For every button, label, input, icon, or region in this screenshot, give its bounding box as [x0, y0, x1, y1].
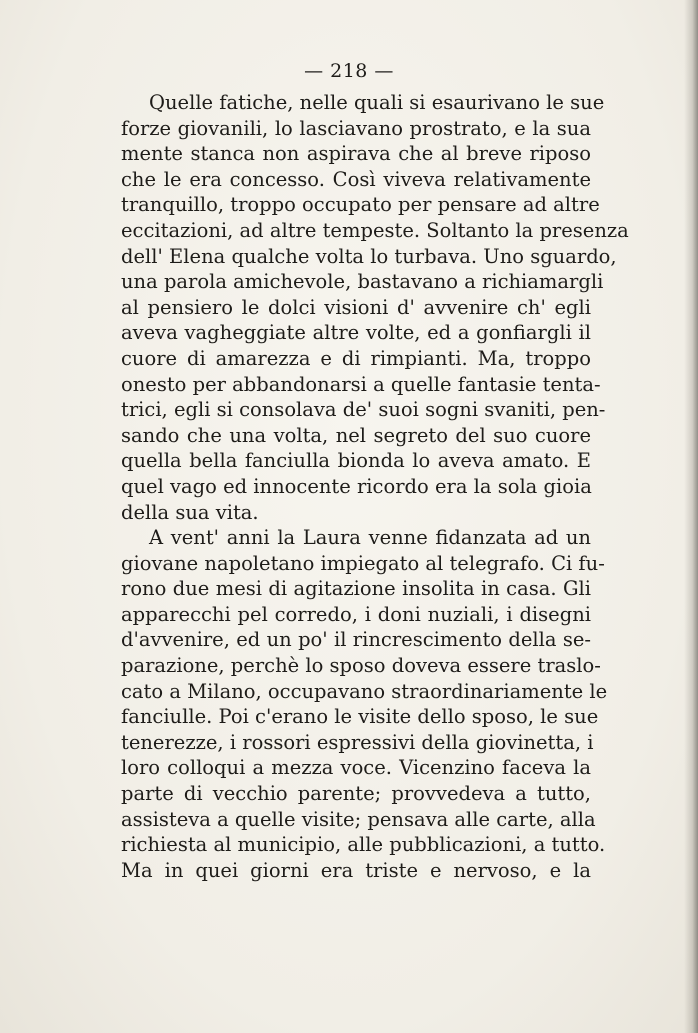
text-line: A vent' anni la Laura venne fidanzata ad un	[149, 526, 591, 550]
text-line: aveva vagheggiate altre volte, ed a gonfiargli il	[121, 321, 591, 345]
text-line: fanciulle. Poi c'erano le visite dello sposo, le sue	[121, 705, 599, 729]
text-line: parte di vecchio parente; provvedeva a tutto,	[121, 782, 591, 806]
text-line: mente stanca non aspirava che al breve riposo	[121, 142, 591, 166]
text-line: trici, egli si consolava de' suoi sogni svaniti, pen-	[121, 398, 606, 422]
text-body	[121, 90, 629, 883]
text-line: sando che una volta, nel segreto del suo cuore	[121, 423, 591, 447]
text-line: assisteva a quelle visite; pensava alle carte, alla	[121, 807, 596, 831]
text-line: quella bella fanciulla bionda lo aveva amato. E	[121, 449, 591, 473]
text-line: tenerezze, i rossori espressivi della giovinetta, i	[121, 730, 594, 754]
text-line: tranquillo, troppo occupato per pensare ad altre	[121, 193, 600, 217]
page-number: — 218 —	[304, 60, 394, 82]
text-line: parazione, perchè lo sposo doveva essere traslo-	[121, 654, 601, 678]
paragraph	[121, 525, 608, 883]
text-line: rono due mesi di agitazione insolita in casa. Gli	[121, 577, 591, 601]
text-line: Quelle fatiche, nelle quali si esaurivano le sue	[149, 91, 605, 114]
text-line: d'avvenire, ed un po' il rincrescimento della se-	[121, 628, 591, 652]
text-line: una parola amichevole, bastavano a richiamargli	[121, 270, 604, 294]
text-line: apparecchi pel corredo, i doni nuziali, i disegni	[121, 602, 591, 626]
page-edge-shadow	[684, 0, 698, 1033]
text-line: loro colloqui a mezza voce. Vicenzino faceva la	[121, 756, 591, 780]
text-line: al pensiero le dolci visioni d' avvenire ch' egli	[121, 295, 591, 319]
text-line: cato a Milano, occupavano straordinariamente le	[121, 679, 608, 703]
text-line: forze giovanili, lo lasciavano prostrato, e la sua	[121, 116, 591, 140]
text-line: dell' Elena qualche volta lo turbava. Uno sguardo,	[121, 244, 617, 268]
text-line: eccitazioni, ad altre tempeste. Soltanto la presenza	[121, 218, 629, 242]
paragraph	[121, 90, 629, 525]
text-line: giovane napoletano impiegato al telegrafo. Ci fu-	[121, 551, 605, 575]
text-line: che le era concesso. Così viveva relativamente	[121, 167, 591, 191]
text-line: richiesta al municipio, alle pubblicazioni, a tutto.	[121, 833, 606, 857]
text-line: cuore di amarezza e di rimpianti. Ma, troppo	[121, 346, 591, 370]
text-line: della sua vita.	[121, 500, 259, 524]
text-line: Ma in quei giorni era triste e nervoso, e la	[121, 858, 591, 882]
text-line: onesto per abbandonarsi a quelle fantasie tenta-	[121, 372, 601, 396]
text-line: quel vago ed innocente ricordo era la sola gioia	[121, 474, 592, 498]
